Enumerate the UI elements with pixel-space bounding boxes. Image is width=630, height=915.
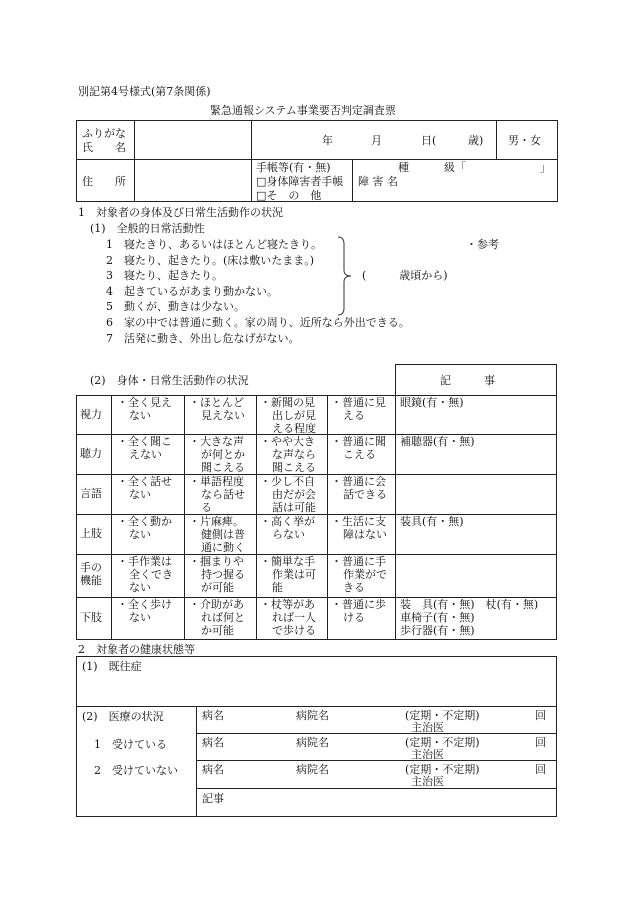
furigana-label: ふりがな	[82, 127, 126, 140]
adl-option[interactable]: ・新聞の見 出しが見 える程度	[260, 396, 316, 435]
disease-name-label: 病名	[202, 736, 224, 749]
other-checkbox[interactable]: □そ の 他	[256, 189, 322, 202]
adl-row-label: 言語	[80, 487, 102, 500]
adl-option[interactable]: ・全く動か ない	[117, 515, 172, 541]
adl-option[interactable]: ・介助があ れば何と か可能	[189, 598, 245, 637]
month-label: 月	[371, 134, 382, 147]
activity-item: 3 寝たり、起きたり。	[106, 269, 223, 282]
times-label: 回	[535, 736, 546, 749]
adl-option[interactable]: ・普通に見 える	[331, 396, 386, 422]
adl-option[interactable]: ・簡単な手 作業は可 能	[260, 555, 316, 594]
day-label: 日(	[421, 134, 437, 147]
adl-option[interactable]: ・全く聞こ えない	[117, 435, 172, 461]
adl-option[interactable]: ・全く見え ない	[117, 396, 172, 422]
regular-option[interactable]: (定期・不定期)	[405, 736, 480, 749]
medical-status-row-divider	[196, 788, 557, 789]
brace-icon	[336, 236, 354, 316]
top-table-col-divider-4	[352, 159, 353, 202]
adl-row-label: 聴力	[80, 447, 102, 460]
grade-label: 級「	[444, 161, 466, 174]
receiving-option[interactable]: 1 受けている	[94, 738, 167, 751]
regular-option[interactable]: (定期・不定期)	[405, 709, 480, 722]
type-label: 種	[398, 161, 409, 174]
medical-status-row-divider	[196, 760, 557, 761]
adl-option[interactable]: ・高く挙が らない	[260, 515, 315, 541]
adl-option[interactable]: ・少し不自 由だが会 話は可能	[260, 475, 316, 514]
sex-selector[interactable]: 男・女	[508, 134, 541, 147]
hospital-name-label: 病院名	[296, 709, 329, 722]
activity-item: 2 寝たり、起きたり。(床は敷いたまま。)	[106, 254, 315, 267]
since-age-label: ( 歳頃から)	[362, 269, 448, 282]
adl-row-label: 手の 機能	[80, 561, 102, 587]
section2-heading: 2 対象者の健康状態等	[78, 643, 195, 656]
adl-col-divider	[256, 395, 257, 640]
disease-name-label: 病名	[202, 763, 224, 776]
medical-status-label: (2) 医療の状況	[82, 710, 164, 723]
adl-option[interactable]: ・全く話せ ない	[117, 475, 172, 501]
medical-history-box	[76, 656, 557, 707]
top-table-col-divider-1	[134, 120, 135, 202]
adl-option[interactable]: ・やや大き な声なら 聞こえる	[260, 435, 316, 474]
age-label: 歳)	[468, 134, 484, 147]
adl-option[interactable]: ・単語程度 なら話せ る	[189, 475, 245, 514]
adl-option[interactable]: ・ほとんど 見えない	[189, 396, 245, 422]
adl-option[interactable]: ・掴まりや 持つ握る が可能	[189, 555, 245, 594]
form-title: 緊急通報システム事業要否判定調査票	[210, 104, 396, 117]
adl-heading: (2) 身体・日常生活動作の状況	[90, 374, 249, 387]
handbook-label: 手帳等(有・無)	[256, 161, 331, 174]
adl-kiji[interactable]: 装具(有・無)	[400, 515, 464, 528]
year-label: 年	[322, 134, 333, 147]
disability-name-label: 障 害 名	[358, 175, 398, 188]
address-label: 住 所	[82, 175, 126, 188]
times-label: 回	[535, 763, 546, 776]
notes-label: 記事	[202, 792, 224, 805]
activity-item: 6 家の中では普通に動く。家の周り、近所なら外出できる。	[106, 316, 410, 329]
top-table-col-divider-3	[496, 120, 497, 159]
adl-col-divider	[184, 395, 185, 640]
medical-status-divider	[196, 706, 197, 817]
disability-handbook-checkbox[interactable]: □身体障害者手帳	[256, 175, 344, 188]
section1-sub1: (1) 全般的日常活動性	[90, 222, 205, 235]
adl-kiji[interactable]: 補聴器(有・無)	[400, 435, 475, 448]
medical-history-label: (1) 既往症	[82, 660, 142, 673]
adl-row-label: 下肢	[80, 611, 102, 624]
name-label: 氏 名	[82, 141, 126, 154]
doctor-label: 主治医	[411, 748, 444, 761]
section1-heading: 1 対象者の身体及び日常生活動作の状況	[78, 206, 283, 219]
adl-option[interactable]: ・普通に聞 こえる	[331, 435, 386, 461]
activity-item: 4 起きているがあまり動かない。	[106, 285, 278, 298]
activity-item: 1 寝たきり、あるいはほとんど寝たきり。	[106, 238, 322, 251]
adl-col-divider	[395, 395, 396, 640]
adl-row-label: 上肢	[80, 527, 102, 540]
kiji-header: 記 事	[440, 374, 495, 387]
adl-option[interactable]: ・生活に支 障はない	[331, 515, 387, 541]
grade-bracket-end: 」	[540, 161, 551, 174]
adl-row-label: 視力	[80, 408, 102, 421]
activity-item: 7 活発に動き、外出し危なげがない。	[106, 332, 300, 345]
hospital-name-label: 病院名	[296, 763, 329, 776]
doctor-label: 主治医	[411, 721, 444, 734]
form-reference: 別記第4号様式(第7条関係)	[78, 85, 211, 98]
adl-option[interactable]: ・大きな声 が何とか 聞こえる	[189, 435, 245, 474]
medical-status-row-divider	[196, 733, 557, 734]
not-receiving-option[interactable]: 2 受けていない	[94, 764, 178, 777]
times-label: 回	[535, 709, 546, 722]
adl-option[interactable]: ・普通に手 作業がで きる	[331, 555, 387, 594]
adl-option[interactable]: ・杖等があ れば一人 で歩ける	[260, 598, 316, 637]
regular-option[interactable]: (定期・不定期)	[405, 763, 480, 776]
adl-kiji[interactable]: 装 具(有・無) 杖(有・無) 車椅子(有・無) 歩行器(有・無)	[400, 598, 539, 637]
adl-kiji[interactable]: 眼鏡(有・無)	[400, 396, 464, 409]
adl-option[interactable]: ・全く歩け ない	[117, 598, 172, 624]
top-table-row-divider	[76, 159, 558, 160]
top-table-col-divider-2	[251, 120, 252, 202]
reference-label: ・参考	[466, 238, 499, 251]
doctor-label: 主治医	[411, 775, 444, 788]
adl-option[interactable]: ・手作業は 全くでき ない	[117, 555, 173, 594]
adl-col-divider	[111, 395, 112, 640]
disease-name-label: 病名	[202, 709, 224, 722]
activity-item: 5 動くが、動きは少ない。	[106, 300, 245, 313]
adl-col-divider	[327, 395, 328, 640]
adl-option[interactable]: ・普通に会 話できる	[331, 475, 387, 501]
adl-option[interactable]: ・片麻痺。 健側は普 通に動く	[189, 515, 245, 554]
adl-option[interactable]: ・普通に歩 ける	[331, 598, 386, 624]
hospital-name-label: 病院名	[296, 736, 329, 749]
